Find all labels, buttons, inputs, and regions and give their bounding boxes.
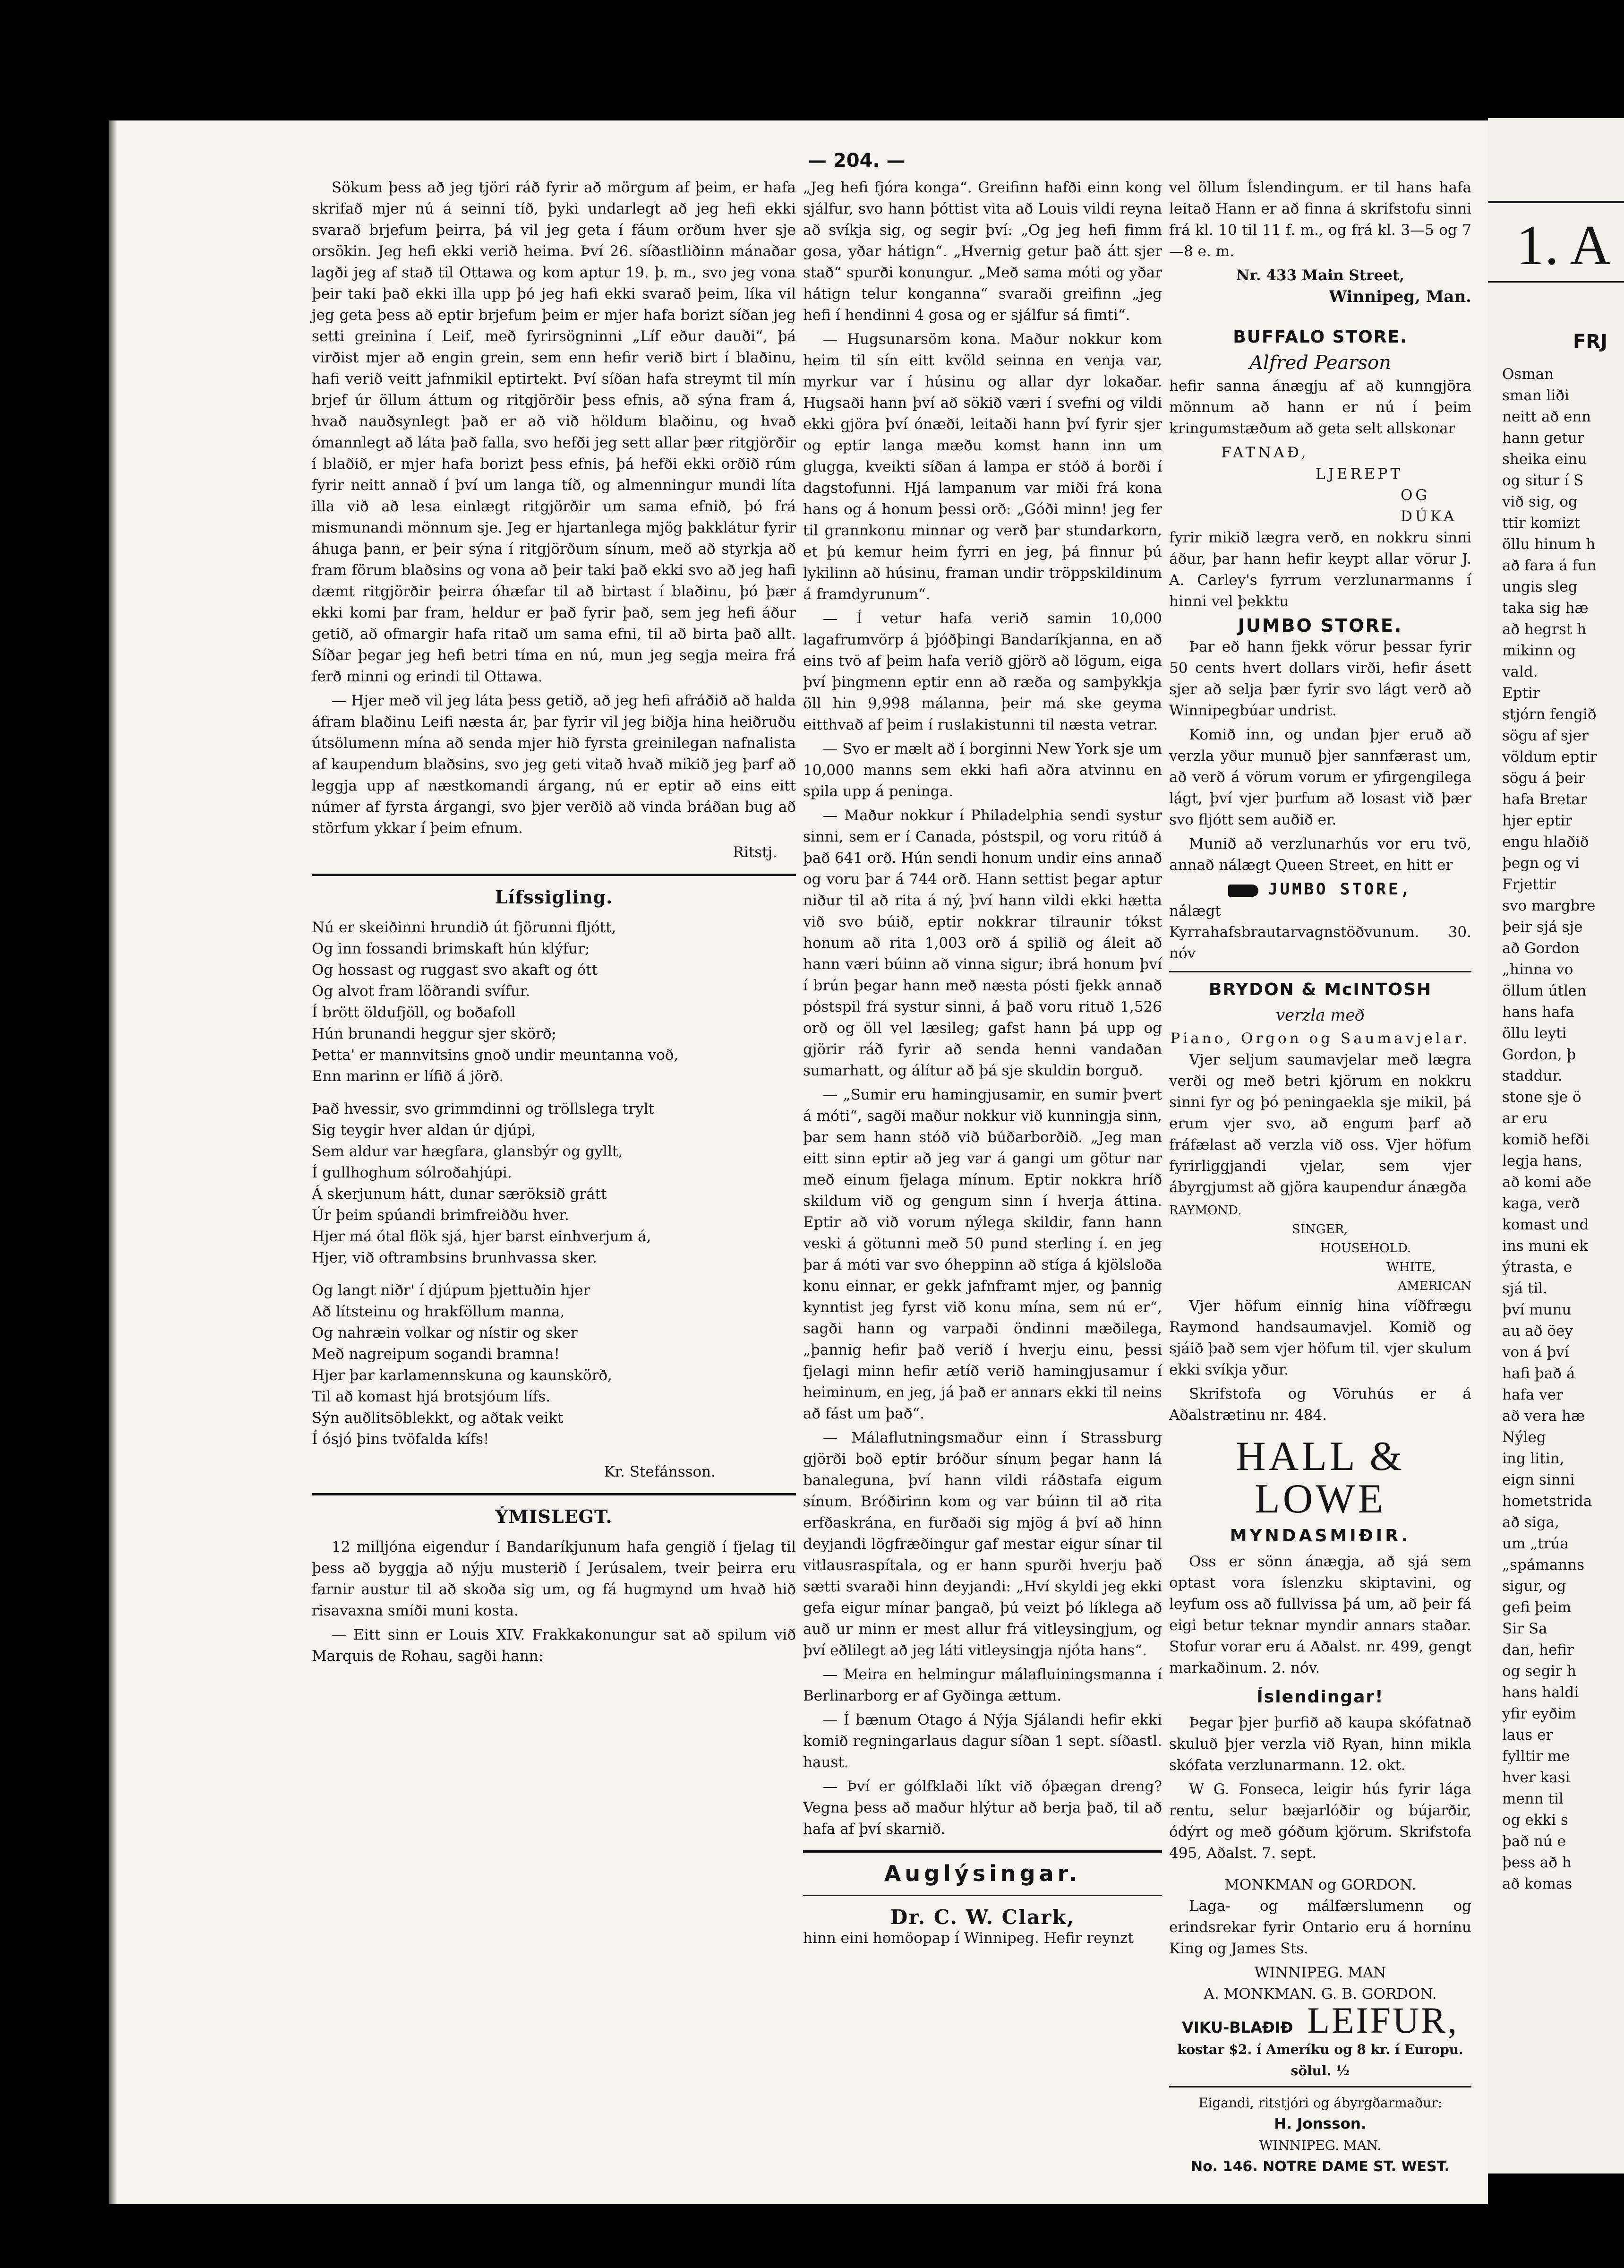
divider [803, 1895, 1162, 1896]
adjacent-page-line: sögu af sjer [1502, 727, 1589, 744]
poem-line: Sýn auðlitsöblekkt, og aðtak veikt [312, 1409, 564, 1426]
poem-line: Hjer má ótal flök sjá, hjer barst einhverjum á, [312, 1228, 651, 1245]
article-paragraph: — Svo er mælt að í borginni New York sje um 10,000 manns sem ekki hafi aðra atvinnu en spila upp á peninga. [803, 740, 1162, 800]
article-paragraph: — Maður nokkur í Philadelphia sendi systur sinni, sem er í Canada, póstspil, og voru ritúð á það 641 orð. Hún sendi honum undir eins annað og voru þar á 744 orð. Hann settist þegar aptur niður til að rita á ný, því hann vildi ekki hætta við svo búið, eptir nokkrar tilraunir tókst honum að rita 1,003 orð á spilið og áleit að hann væri búinn að vinna sigur; ibrá honum því í brún þegar hann með næsta pósti fjekk annað póstspil frá systur sinni, á það voru rituð 1,526 orð og öll vel læsileg; gafst hann þá upp og gjörir ráð fyrir að senda henni vandaðan sumarhatt, og álítur að þá sje skuldin borguð. [803, 807, 1162, 1079]
hall-lowe-sub: MYNDASMIÐIR. [1230, 1526, 1411, 1546]
leifur-price: kostar $2. í Ameríku og 8 kr. í Europu. sölul. ½ [1177, 2042, 1463, 2079]
adjacent-page-line: að komas [1502, 1875, 1573, 1892]
adjacent-page-line: þeir sjá sje [1502, 919, 1583, 936]
brydon-text2: Vjer höfum einnig hina víðfrægu Raymond handsaumavjel. Komið og sjáið það sem vjer höfum til. vjer skulum ekki svíkja yður. [1169, 1297, 1471, 1378]
buffalo-text: fyrir mikið lægra verð, en nokkru sinni áður, þar hann hefir keypt allar vörur J. A. Carley's fyrrum verzlunarmanns í hinni vel þekktu [1169, 529, 1471, 610]
adjacent-page-line: dan, hefir [1502, 1641, 1574, 1658]
adjacent-page-line: því munu [1502, 1301, 1572, 1318]
adjacent-page-line: menn til [1502, 1790, 1564, 1807]
adjacent-page-line: gefi þeim [1502, 1599, 1572, 1616]
article-paragraph: — „Sumir eru hamingjusamir, en sumir þvert á móti“, sagði maður nokkur við kunningja sinn, þar sem hann stóð við búðarborðið. „Jeg man eitt sinn eptir að jeg var á gangi um götur nar með einum fjelaga mínum. Eptir nokkra hríð skildum við og gengum sinn í hverja áttina. Eptir að við vorum nýlega skildir, fann hann veski á götunni með 50 pund sterling í. en jeg þar á móti var svo óheppinn að stíga á kjölsloða konu einnar, er gekk jafnframt mjer, og þannig kynntist jeg fyrst við konu mína, sem nú er“, sagði hann og varpaði öndinni mæðilega, „þannig hefir það verið í hverju einu, þessi fjelagi minn hefir ætíð verið hamingjusamur í heiminum, en jeg, já það er annars ekki til neins að fást um það“. [803, 1086, 1162, 1422]
adjacent-page-line: sman liði [1502, 387, 1570, 404]
machine-list [1169, 1201, 1471, 1296]
article-paragraph: — Meira en helmingur málafluiningsmanna í Berlinarborg er af Gyðinga ættum. [803, 1666, 1162, 1704]
goods-duka: OG DÚKA [1401, 487, 1457, 525]
poem [312, 917, 796, 1450]
adjacent-page-line: stone sje ö [1502, 1089, 1581, 1106]
adjacent-page-line: þegn og vi [1502, 855, 1580, 872]
ymislegt-paragraph: — Eitt sinn er Louis XIV. Frakkakonungur sat að spilum við Marquis de Rohau, sagði hann: [312, 1626, 796, 1665]
divider [803, 1850, 1162, 1853]
publisher-name: H. Jonsson. [1274, 2115, 1367, 2132]
poem-author: Kr. Stefánsson. [604, 1463, 716, 1480]
brydon-sub: verzla með [1275, 1006, 1365, 1025]
adjacent-page-line: Nýleg [1502, 1429, 1546, 1446]
adjacent-page-line: öllum útlen [1502, 982, 1587, 999]
publisher-city: WINNIPEG. MAN. [1259, 2138, 1382, 2153]
poem-line: Til að komast hjá brotsjóum lífs. [312, 1388, 551, 1405]
adjacent-page-line: sigur, og [1502, 1578, 1566, 1595]
adjacent-page-line: neitt að enn [1502, 408, 1591, 425]
goods-ljerept: LJEREPT [1316, 465, 1403, 482]
poem-line: Í ósjó þins tvöfalda kífs! [312, 1431, 489, 1448]
monkman-names: A. MONKMAN. G. B. GORDON. [1204, 1985, 1437, 2002]
adjacent-page-line: yfir eyðim [1502, 1705, 1576, 1722]
buffalo-store-title: BUFFALO STORE. [1233, 327, 1408, 347]
letter-signature: Ritstj. [733, 844, 777, 861]
adjacent-page-line: vald. [1502, 663, 1538, 680]
adjacent-page-line: að siga, [1502, 1514, 1560, 1531]
poem-line: Og inn fossandi brimskaft hún klýfur; [312, 940, 590, 957]
adjacent-page-line: og segir h [1502, 1663, 1577, 1680]
column-left [312, 177, 796, 1670]
adjacent-page-line: „spámanns [1502, 1556, 1585, 1573]
adjacent-page-line: það nú e [1502, 1833, 1566, 1850]
poem-line: Nú er skeiðinni hrundið út fjörunni fljótt, [312, 919, 616, 936]
fonseca-text: W G. Fonseca, leigir hús fyrir lága rentu, selur bæjarlóðir og bújarðir, ódýrt og með góðum kjörum. Skrifstofa 495, Aðalst. 7. sept. [1169, 1781, 1471, 1862]
adjacent-page-line: von á því [1502, 1344, 1569, 1361]
monkman-city: WINNIPEG. MAN [1254, 1964, 1386, 1981]
adjacent-page-line: legja hans, [1502, 1152, 1583, 1169]
poem-stanza-1 [312, 917, 796, 1087]
machine-american: AMERICAN [1398, 1279, 1471, 1293]
hall-lowe-title: HALL & LOWE [1236, 1434, 1405, 1522]
divider [312, 874, 796, 876]
machine-raymond: RAYMOND. [1169, 1203, 1242, 1218]
poem-line: Hjer þar karlamennskuna og kaunskörð, [312, 1367, 613, 1384]
adjacent-page-line: kaga, verð [1502, 1195, 1580, 1212]
jumbo-text: Komið inn, og undan þjer eruð að verzla yður munuð þjer sannfærast um, að verð á vörum vorum er yfirgengilega lágt, því vjer þurfum að losast við þær svo fljótt sem auðið er. [1169, 726, 1471, 828]
poem-line: Á skerjunum hátt, dunar særöksið grátt [312, 1186, 607, 1203]
page-number: — 204. — [808, 150, 906, 172]
adjacent-page-line: hver kasi [1502, 1769, 1570, 1786]
adjacent-page-line: Osman [1502, 366, 1554, 383]
adjacent-page-line: að vera hæ [1502, 1408, 1585, 1425]
poem-line: Og nahræin volkar og nístir og sker [312, 1324, 578, 1341]
adjacent-page-line: ttir komizt [1502, 515, 1581, 532]
article-paragraph: — Í vetur hafa verið samin 10,000 lagafrumvörp á þjóðþingi Bandaríkjanna, en að eins tvö af þeim hafa verið gjörð að lögum, eiga því þingmenn eptir enn að ræða og samþykkja öll hin 9,998 málanna, þeir má ske geyma eitthvað af þeim í ruslakistunni til næsta vetrar. [803, 610, 1162, 733]
adjacent-page-line: Frjettir [1502, 876, 1556, 893]
poem-line: Með nagreipum sogandi bramna! [312, 1346, 560, 1363]
poem-line: Og alvot fram löðrandi svífur. [312, 983, 530, 1000]
adjacent-page-line: hometstrida [1502, 1493, 1592, 1510]
poem-stanza-2 [312, 1099, 796, 1269]
brydon-goods: Piano, Orgon og Saumavjelar. [1170, 1030, 1470, 1047]
adjacent-page-line: taka sig hæ [1502, 600, 1589, 617]
adjacent-page-line: sheika einu [1502, 451, 1587, 468]
article-paragraph: — Hugsunarsöm kona. Maður nokkur kom heim til sín eitt kvöld seinna en venja var, myrkur var í húsinu og allar dyr lokaðar. Hugsaði hann því að sökið væri í svefni og vildi ekki gjöra því ónæði, leitaði hann því fyrir sjer og eptir langa mæðu komst hann inn um glugga, kveikti síðan á lampa er stóð á borði í dagstofunni. Hjá lampanum var miði frá kona hans og á honum þessi orð: „Góði minn! jeg fer til grannkonu minnar og verð þar stundarkorn, et þú kemur heim fyrri en jeg, þá finnur þú lykilinn að húsinu, framan undir tröppskildinum á framdyrunum“. [803, 331, 1162, 603]
adjacent-page-line: hann getur [1502, 430, 1584, 447]
adjacent-page-subheading: FRJ [1573, 331, 1608, 352]
publisher-label: Eigandi, ritstjóri og ábyrgðarmaður: [1198, 2095, 1443, 2111]
poem-line: Sig teygir hver aldan úr djúpi, [312, 1122, 536, 1139]
poem-line: Það hvessir, svo grimmdinni og tröllslega trylt [312, 1100, 655, 1117]
poem-line: Hjer, við oftrambsins brunhvassa sker. [312, 1249, 597, 1266]
jumbo-store-name: JUMBO STORE, [1268, 880, 1412, 899]
jumbo-text: Þar eð hann fjekk vörur þessar fyrir 50 cents hvert dollars virði, hefir ásett sjer að selja þær fyrir svo lágt verð að Winnipegbúar undrist. [1169, 638, 1471, 719]
adjacent-page-fragment [1488, 118, 1624, 2174]
adjacent-page-line: öllu leyti [1502, 1025, 1567, 1042]
adjacent-page-line: að komi aðe [1502, 1174, 1592, 1191]
hall-lowe-text: Oss er sönn ánægja, að sjá sem optast vora íslenzku skiptavini, og leyfum oss að fullvissa þá um, að þeir fá eigi betur teknar myndir annars staðar. Stofur vorar eru á Aðalst. nr. 499, gengt markaðinum. 2. nóv. [1169, 1553, 1471, 1676]
newspaper-page [109, 120, 1488, 2204]
adjacent-page-line: hans haldi [1502, 1684, 1579, 1701]
adjacent-page-line: hafa Bretar [1502, 791, 1587, 808]
adjacent-page-line: „hinna vo [1502, 961, 1573, 978]
jumbo-store-line [1169, 879, 1471, 901]
adjacent-page-line: og ekki s [1502, 1812, 1568, 1829]
leifur-title: LEIFUR, [1307, 2000, 1459, 2041]
adjacent-page-line: ins muni ek [1502, 1237, 1588, 1254]
pointing-hand-icon [1228, 885, 1258, 897]
adjacent-page-line: sögu á þeir [1502, 770, 1585, 787]
adjacent-page-line: svo margbre [1502, 897, 1596, 914]
adjacent-page-line: ar eru [1502, 1110, 1548, 1127]
adjacent-page-line: og situr í S [1502, 472, 1584, 489]
ymislegt-paragraph: 12 milljóna eigendur í Bandaríkjunum hafa gengið í fjelag til þess að byggja að nýju musterið í Jerúsalem, tveir þeirra eru farnir austur til að skoða sig um, og fá hugmynd um hvað hið risavaxna smíði muni kosta. [312, 1538, 796, 1619]
poem-line: Og hossast og ruggast svo akaft og ótt [312, 962, 598, 979]
adjacent-page-line: stjórn fengið [1502, 706, 1597, 723]
leifur-viku-label: VIKU-BLAÐIÐ [1182, 2019, 1293, 2036]
clark-ad-cont: vel öllum Íslendingum. er til hans hafa leitað Hann er að finna á skrifstofu sinni frá kl. 10 til 11 f. m., og frá kl. 3—5 og 7—8 e. m. [1169, 179, 1471, 260]
column-middle [803, 177, 1162, 1952]
publisher-address: No. 146. NOTRE DAME ST. WEST. [1191, 2158, 1450, 2175]
adjacent-page-line: að fara á fun [1502, 557, 1597, 574]
adjacent-page-line: að hegrst h [1502, 621, 1587, 638]
adjacent-page-line: fylltir me [1502, 1748, 1570, 1765]
islendingar-text: Þegar þjer þurfið að kaupa skófatnað skuluð þjer verzla við Ryan, hinn mikla skófata verzlunarmann. 12. okt. [1169, 1714, 1471, 1774]
letter-paragraph-2: — Hjer með vil jeg láta þess getið, að jeg hefi afráðið að halda áfram blaðinu Leifi næsta ár, þar fyrir vil jeg biðja hina heiðruðu útsölumenn mína að senda mjer hið fyrsta greinilegan nafnalista af kaupendum blaðsins, svo jeg geti vitað hvað mikið jeg þarf að leggja upp af næstkomandi árgang, nú er eptir að eins eitt númer af fyrsta árgangi, svo þjer verðið að vinda bráðan bug að störfum ykkar í þeim efnum. [312, 692, 796, 837]
clark-city: Winnipeg, Man. [1329, 287, 1471, 306]
brydon-office: Skrifstofa og Vöruhús er á Aðalstrætinu nr. 484. [1169, 1385, 1471, 1424]
ymislegt-title: ÝMISLEGT. [495, 1506, 613, 1527]
adjacent-page-line: mikinn og [1502, 642, 1576, 659]
buffalo-intro: hefir sanna ánægju af að kunngjöra mönnum að hann er nú í þeim kringumstæðum að geta selt allskonar [1169, 378, 1471, 437]
monkman-title: MONKMAN og GORDON. [1224, 1876, 1416, 1893]
poem-title: Lífssigling. [495, 886, 613, 908]
article-paragraph: — Málaflutningsmaður einn í Strassburg gjörði boð eptir bróður sínum þegar hann lá banaleguna, því hann vildi ráðstafa eigum sínum. Bróðirinn kom og var búinn til að rita erfðaskrána, en furðaði sig mjög á því að hinn deyjandi lögfræðingur gaf mestar eigur sínar til vitlausraspítala, og er hann spurði hverju það sætti svaraði hinn deyjandi: „Hví skyldi jeg ekki gefa eigur mínar þangað, þú veizt þó líklega að auð ur minn er mest allur frá vitleysingjum, og því eðlilegt að jeg láti vitleysingja njóta hans“. [803, 1429, 1162, 1659]
column-right-ads [1169, 177, 1471, 2177]
leifur-masthead [1169, 2000, 1471, 2041]
brydon-title: BRYDON & McINTOSH [1208, 980, 1432, 999]
adjacent-page-line: öllu hinum h [1502, 536, 1596, 553]
adjacent-page-line: ýtrasta, e [1502, 1259, 1573, 1276]
clark-ad-title: Dr. C. W. Clark, [890, 1906, 1075, 1929]
machine-household: HOUSEHOLD. [1320, 1241, 1411, 1255]
adjacent-page-line: hafi það á [1502, 1365, 1575, 1382]
jumbo-store-title: JUMBO STORE. [1238, 615, 1403, 636]
poem-line: Hún brunandi heggur sjer skörð; [312, 1025, 556, 1042]
machine-singer: SINGER, [1292, 1222, 1348, 1237]
letter-paragraph-1: Sökum þess að jeg tjöri ráð fyrir að mörgum af þeim, er hafa skrifað mjer nú á seinni tíð, þyki undarlegt að jeg hefi ekki svarað brjefum þeirra, þá vil jeg geta í fáum orðum hver sje orsökin. Jeg hefi ekki verið heima. Því 26. síðastliðinn mánaðar lagði jeg af stað til Ottawa og kom aptur 19. þ. m., svo jeg vona þeir taki það ekki illa upp þó jeg hafi ekki svarað þeim, líka vil jeg geta þess að eptir brjefum þeim er mjer hafa borizt síðan jeg setti greinina í Leif, með fyrirsögninni „Líf eður dauði“, þá virðist mjer að engin grein, sem enn hefir verið birt í blaðinu, hafi verið veitt jafnmikil eptirtekt. Því síðan hafa streymt til mín brjef úr öllum áttum og ritgjörðir þess efnis, að sýna fram á, hvað nauðsynlegt það er að við höldum blaðinu, og hvað ómannlegt að láta það falla, svo hefði jeg sett allar þær ritgjörðir í blaðið, er mjer hafa borizt þess efnis, þá hefði ekki orðið rúm fyrir neitt annað í því um langa tíð, og almenningur mundi líta illa við að lesa einlægt ritgjörðir um sama efnið, þó frá mismunandi mönnum sje. Jeg er hjartanlega mjög þakklátur fyrir áhuga þann, er þeir sýna í ritgjörðum sínum, með að styrkja að fram förum blaðsins og vona að þeir taki það ekki svo að jeg hafi dæmt ritgjörðir þeirra óhæfar til að birtast í blaðinu, þó þær ekki komi þar fram, heldur er það fyrir það, sem jeg hefi áður getið, að ofmargir hafa ritað um sama efni, til að birta það allt. Síðar þegar jeg hefi betri tíma en nú, mun jeg segja meira frá ferð minni og erindi til Ottawa. [312, 179, 796, 685]
adjacent-page-line: Sir Sa [1502, 1620, 1547, 1637]
adjacent-page-line: hans hafa [1502, 1004, 1574, 1021]
adjacent-page-line: um „trúa [1502, 1535, 1569, 1552]
adjacent-page-line: þess að h [1502, 1854, 1572, 1871]
adjacent-page-line: Eptir [1502, 685, 1540, 702]
poem-line: Að lítsteinu og hrakföllum manna, [312, 1303, 565, 1320]
divider [1488, 201, 1624, 203]
poem-line: Og langt niðr' í djúpum þjettuðin hjer [312, 1282, 590, 1299]
divider [1169, 971, 1471, 972]
adjacent-page-line: eign sinni [1502, 1471, 1575, 1488]
adjacent-page-line: komast und [1502, 1216, 1589, 1233]
adjacent-page-line: laus er [1502, 1727, 1553, 1744]
adjacent-page-line: við sig, og [1502, 493, 1578, 510]
poem-line: Úr þeim spúandi brimfreiððu hver. [312, 1207, 569, 1224]
islendingar-title: Íslendingar! [1256, 1687, 1384, 1707]
poem-line: Þetta' er mannvitsins gnoð undir meuntanna voð, [312, 1047, 679, 1064]
adjacent-page-line: engu hlaðið [1502, 833, 1589, 850]
article-paragraph: „Jeg hefi fjóra konga“. Greifinn hafði einn kong sjálfur, svo hann þóttist vita að Louis vildi reyna að svíkja sig, og segir því: „Og jeg hefi fimm gosa, yðar hátign“. „Hvernig getur það átt sjer stað“ spurði konungur. „Með sama móti og yðar hátign telur konganna“ svaraði greifinn „jeg hefi í hendinni 4 gosa og er sjálfur sá fimti“. [803, 179, 1162, 324]
article-paragraph: — Í bænum Otago á Nýja Sjálandi hefir ekki komið regningarlaus dagur síðan 1 sept. síðastl. haust. [803, 1711, 1162, 1771]
poem-line: Sem aldur var hægfara, glansbýr og gyllt, [312, 1143, 623, 1160]
poem-line: Enn marinn er lífið á jörð. [312, 1068, 504, 1085]
adjacent-page-heading: 1. A [1516, 214, 1611, 276]
divider [312, 1493, 796, 1495]
adjacent-page-line: hafa ver [1502, 1386, 1563, 1403]
article-paragraph: — Því er gólfklaði líkt við óþægan dreng? Vegna þess að maður hlýtur að berja það, til að hafa af því skarnið. [803, 1778, 1162, 1838]
adjacent-page-line: sjá til. [1502, 1280, 1547, 1297]
adjacent-page-line: Gordon, þ [1502, 1046, 1576, 1063]
adjacent-page-line: hjer eptir [1502, 812, 1572, 829]
divider [1488, 281, 1624, 283]
poem-line: Í gullhoghum sólroðahjúpi. [312, 1164, 512, 1181]
goods-fatnad: FATNAÐ, [1221, 444, 1309, 461]
adjacent-page-text [1502, 364, 1624, 1895]
adjacent-page-line: ing litin, [1502, 1450, 1564, 1467]
clark-address: Nr. 433 Main Street, [1236, 267, 1404, 284]
ads-heading: Auglýsingar. [884, 1861, 1081, 1886]
machine-white: WHITE, [1386, 1260, 1436, 1274]
adjacent-page-line: ungis sleg [1502, 578, 1578, 595]
poem-stanza-3 [312, 1280, 796, 1450]
adjacent-page-line: að Gordon [1502, 940, 1580, 957]
adjacent-page-line: au að öey [1502, 1323, 1573, 1340]
adjacent-page-line: komið hefði [1502, 1131, 1589, 1148]
jumbo-text: Munið að verzlunarhús vor eru tvö, annað nálægt Queen Street, en hitt er [1169, 835, 1471, 874]
divider [1169, 2086, 1471, 2088]
brydon-text: Vjer seljum saumavjelar með lægra verði og með betri kjörum en nokkru sinni fyr og þó peningaekla sje mikil, þá erum vjer svo, að engum þarf að fráfælast að verzla við oss. Vjer höfum fyrirliggjandi vjelar, sem vjer ábyrgjumst að gjöra kaupendur ánægða [1169, 1051, 1471, 1196]
poem-line: Í brött öldufjöll, og boðafoll [312, 1004, 516, 1021]
adjacent-page-line: völdum eptir [1502, 748, 1597, 765]
jumbo-location: nálægt Kyrrahafsbrautarvagnstöðvunum. 30. nóv [1169, 902, 1471, 962]
monkman-text: Laga- og málfærslumenn og erindsrekar fyrir Ontario eru á horninu King og James Sts. [1169, 1898, 1471, 1957]
adjacent-page-line: staddur. [1502, 1067, 1563, 1084]
clark-ad-text: hinn eini homöopap í Winnipeg. Hefir reynzt [803, 1930, 1134, 1947]
buffalo-store-owner: Alfred Pearson [1249, 352, 1391, 374]
